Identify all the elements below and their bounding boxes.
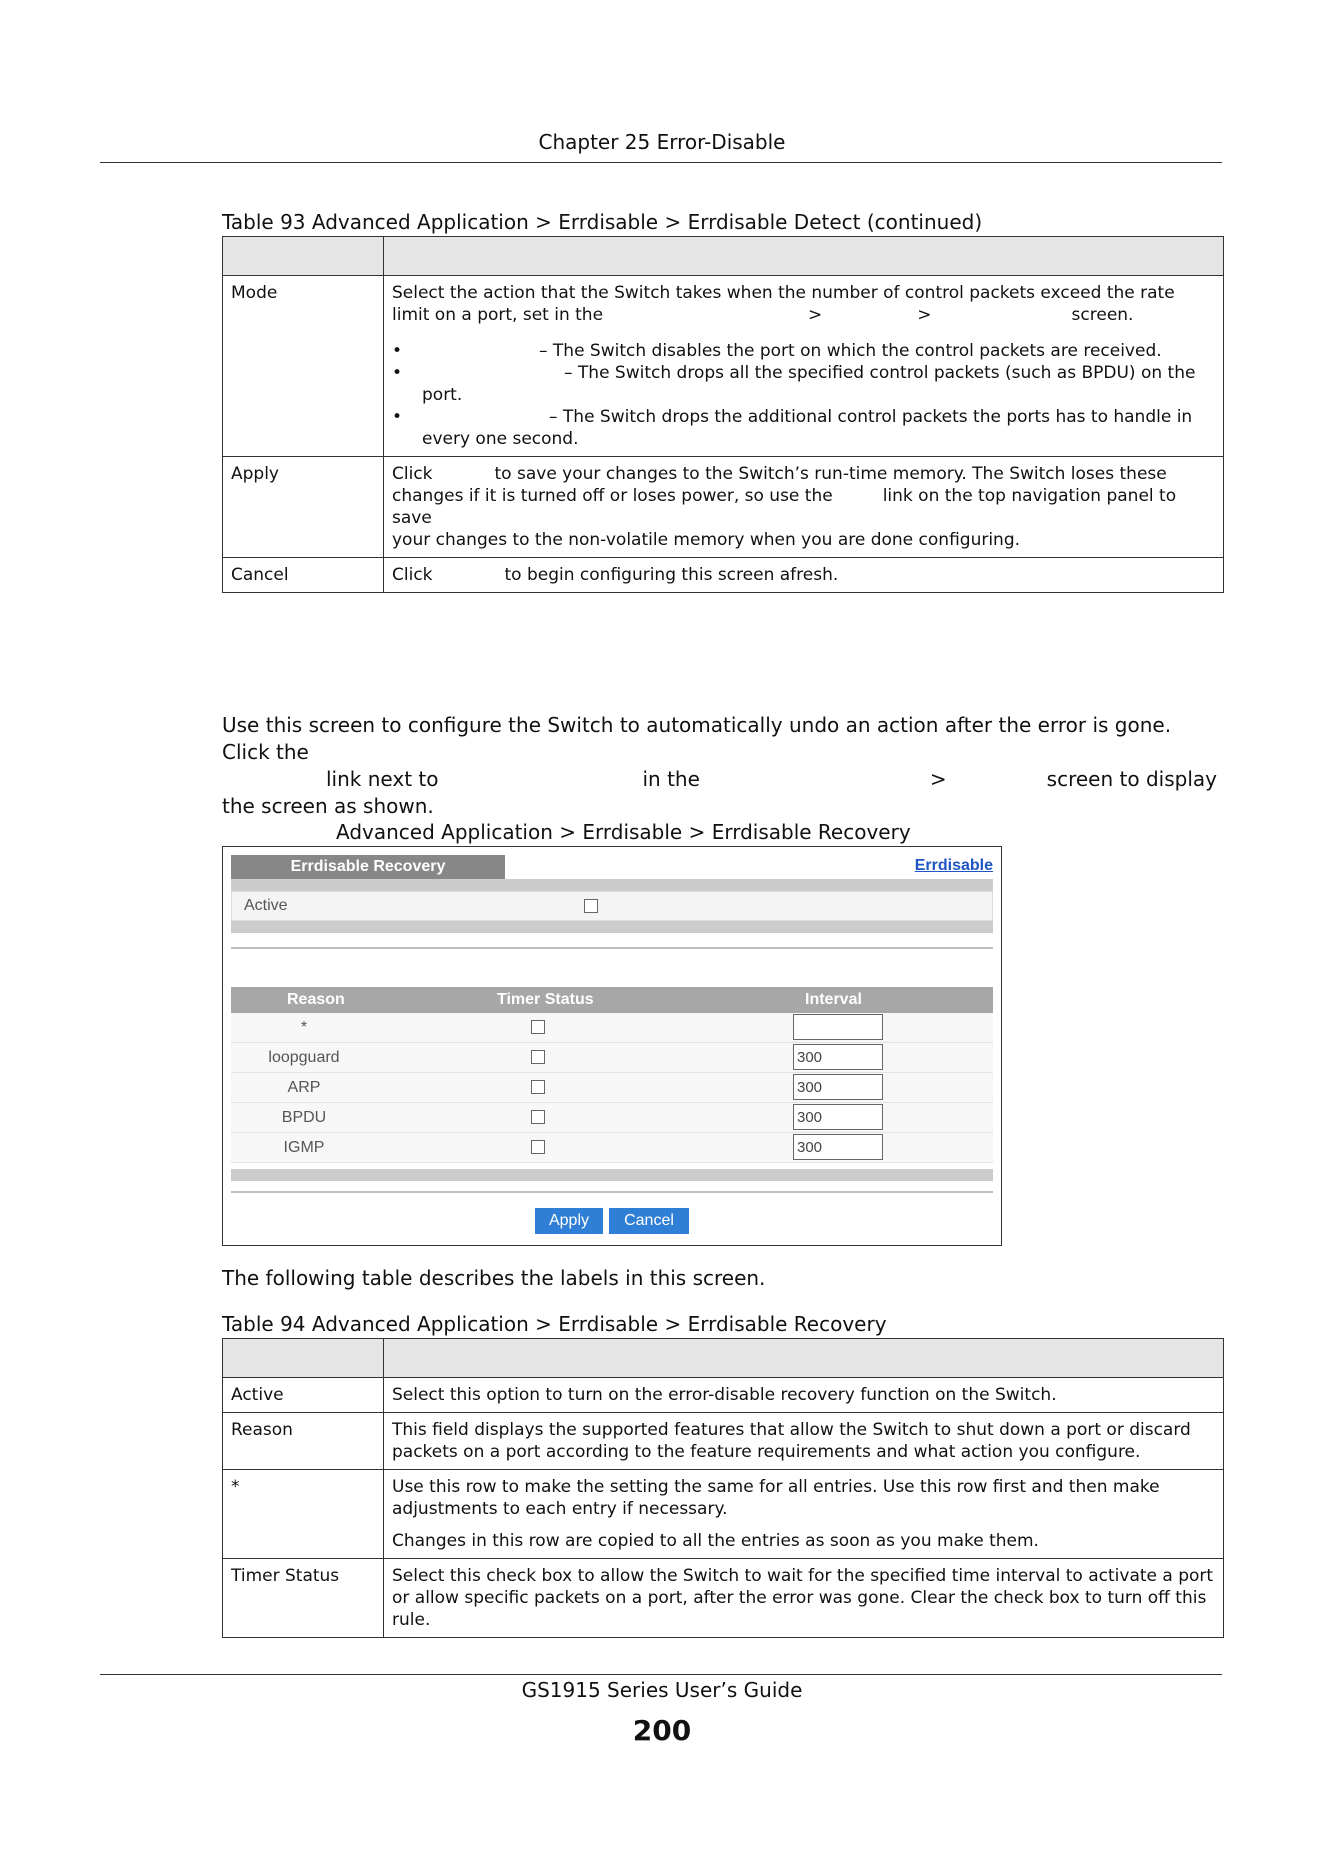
bullet-text: – The Switch drops all the specified control packets (such as BPDU) on the — [564, 363, 1196, 383]
reason-cell: ARP — [287, 1079, 321, 1096]
errdisable-recovery-panel — [222, 846, 1002, 1246]
apply-text-2b: link on the top navigation panel to save — [392, 486, 1177, 528]
apply-text-2a: changes if it is turned off or loses power, so use the — [392, 486, 833, 506]
divider — [231, 947, 993, 949]
mode-text-2d: screen. — [1071, 305, 1134, 325]
row-label: Cancel — [223, 558, 384, 593]
table94-row-star — [223, 1470, 1224, 1559]
timer-status-checkbox[interactable] — [531, 1050, 545, 1064]
footer-rule — [100, 1674, 1222, 1675]
intro-line-1: Use this screen to configure the Switch to automatically undo an action after the error is gone. Click the — [222, 713, 1172, 764]
reason-cell: BPDU — [281, 1109, 327, 1126]
table93-row-mode — [223, 276, 1224, 457]
page-footer: GS1915 Series User’s Guide — [521, 1678, 803, 1702]
reason-cell: loopguard — [268, 1049, 340, 1066]
cancel-click: Click — [392, 565, 433, 585]
table94-caption: Table 94 Advanced Application > Errdisable > Errdisable Recovery — [222, 1312, 887, 1336]
column-interval: Interval — [805, 991, 862, 1008]
page-number: 200 — [632, 1714, 692, 1747]
row-text: Select this option to turn on the error-disable recovery function on the Switch. — [384, 1378, 1224, 1413]
apply-line-1 — [392, 463, 1215, 485]
interval-input[interactable] — [793, 1104, 883, 1130]
mode-bullet-3 — [392, 406, 1215, 450]
table94-row-reason — [223, 1413, 1224, 1470]
divider — [231, 1191, 993, 1193]
reason-cell: * — [300, 1019, 308, 1036]
table-row — [231, 1133, 993, 1163]
header-rule — [100, 162, 1222, 163]
mode-bullet-1 — [392, 340, 1215, 362]
page-header: Chapter 25 Error-Disable — [538, 130, 786, 154]
apply-line-2 — [392, 485, 1215, 529]
row-text: Select this check box to allow the Switch to wait for the specified time interval to activate a port or allow specific packets on a port, after the error was gone. Clear the check box to turn off this rule. — [384, 1559, 1224, 1638]
table94-row-timer-status — [223, 1559, 1224, 1638]
row-label: Reason — [223, 1413, 384, 1470]
table94-row-active — [223, 1378, 1224, 1413]
interval-input[interactable] — [793, 1014, 883, 1040]
intro-line-2a: link next to — [326, 767, 439, 791]
intro-paragraph — [222, 712, 1222, 820]
mode-bullet-2 — [392, 362, 1215, 406]
active-label: Active — [244, 897, 288, 914]
apply-click: Click — [392, 464, 433, 484]
column-timer-status: Timer Status — [497, 991, 594, 1008]
active-row — [231, 891, 993, 921]
table-row — [231, 1013, 993, 1043]
bullet-text: port. — [422, 385, 463, 405]
intro-line-2b: in the — [642, 767, 700, 791]
active-bottom-bar — [231, 921, 993, 933]
table93-header-row — [223, 237, 1224, 276]
table-row — [231, 1043, 993, 1073]
tab-errdisable-recovery[interactable]: Errdisable Recovery — [231, 855, 505, 879]
intro-line-2c: > — [929, 767, 947, 791]
table93-caption: Table 93 Advanced Application > Errdisable > Errdisable Detect (continued) — [222, 210, 983, 234]
interval-input[interactable] — [793, 1134, 883, 1160]
figure-caption: Advanced Application > Errdisable > Errdisable Recovery — [336, 820, 911, 844]
row-label: Timer Status — [223, 1559, 384, 1638]
recovery-table-header — [231, 987, 993, 1013]
timer-status-checkbox[interactable] — [531, 1080, 545, 1094]
mode-text-2c: > — [917, 305, 932, 325]
cancel-button[interactable]: Cancel — [609, 1208, 689, 1234]
reason-cell: IGMP — [283, 1139, 325, 1156]
mode-text-2a: limit on a port, set in the — [392, 305, 604, 325]
interval-input[interactable] — [793, 1074, 883, 1100]
row-text: Use this row to make the setting the same for all entries. Use this row first and then make adjustments to each entry if necessary. — [392, 1477, 1160, 1519]
column-reason: Reason — [287, 991, 345, 1008]
apply-text: to save your changes to the Switch’s run-time memory. The Switch loses these — [494, 464, 1167, 484]
intro-line-2d: screen to display — [1046, 767, 1217, 791]
row-text-2: Changes in this row are copied to all the entries as soon as you make them. — [392, 1531, 1039, 1551]
row-label: Apply — [223, 457, 384, 558]
intro-line-3: the screen as shown. — [222, 794, 434, 818]
timer-status-checkbox[interactable] — [531, 1020, 545, 1034]
table93-row-apply — [223, 457, 1224, 558]
bullet-text: every one second. — [422, 429, 579, 449]
apply-button[interactable]: Apply — [535, 1208, 603, 1234]
mode-text-1: Select the action that the Switch takes when the number of control packets exceed the rate — [392, 283, 1175, 303]
apply-line-3: your changes to the non-volatile memory when you are done configuring. — [392, 530, 1021, 550]
title-bar — [231, 879, 993, 891]
bullet-text: – The Switch drops the additional control packets the ports has to handle in — [549, 407, 1193, 427]
row-label: Active — [223, 1378, 384, 1413]
row-text: This field displays the supported features that allow the Switch to shut down a port or discard packets on a port according to the feature requirements and what action you configure. — [384, 1413, 1224, 1470]
table94-header-row — [223, 1339, 1224, 1378]
bullet-text: – The Switch disables the port on which the control packets are received. — [539, 341, 1162, 361]
errdisable-link[interactable]: Errdisable — [914, 857, 993, 874]
intro-line-2 — [222, 766, 1222, 793]
description-text: The following table describes the labels in this screen. — [222, 1266, 766, 1290]
active-checkbox[interactable] — [584, 899, 598, 913]
row-label: * — [223, 1470, 384, 1559]
table-row — [231, 1073, 993, 1103]
timer-status-checkbox[interactable] — [531, 1110, 545, 1124]
table94 — [222, 1338, 1224, 1638]
cancel-text: to begin configuring this screen afresh. — [504, 565, 839, 585]
row-label: Mode — [223, 276, 384, 457]
interval-input[interactable] — [793, 1044, 883, 1070]
table93-row-cancel — [223, 558, 1224, 593]
table93 — [222, 236, 1224, 593]
mode-text-2b: > — [808, 305, 823, 325]
table-row — [231, 1103, 993, 1133]
mode-text-2 — [392, 304, 1215, 326]
timer-status-checkbox[interactable] — [531, 1140, 545, 1154]
table-bottom-bar — [231, 1169, 993, 1181]
